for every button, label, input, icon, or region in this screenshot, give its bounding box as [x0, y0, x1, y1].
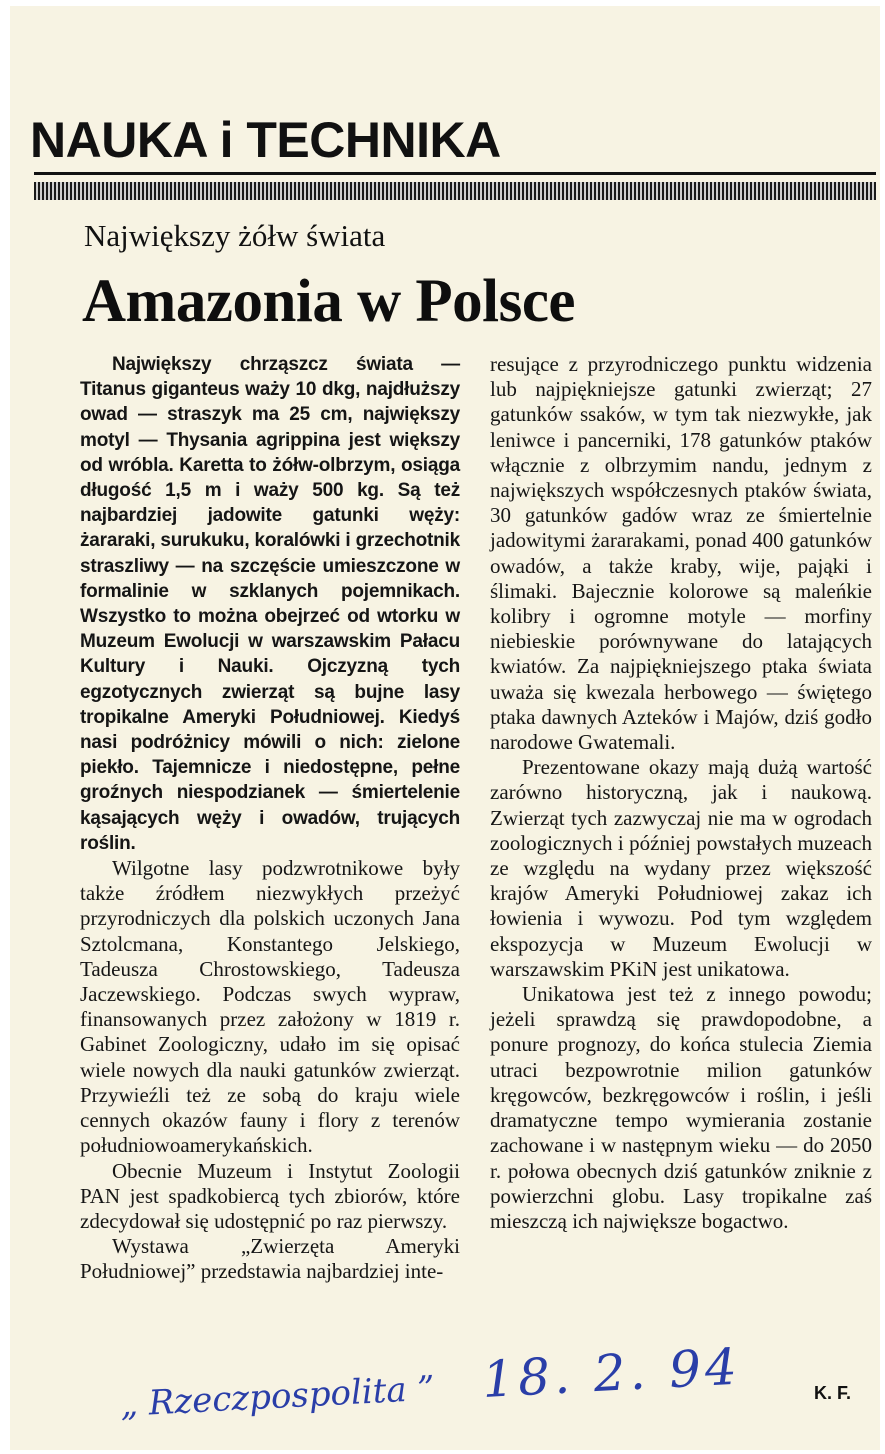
author-signature: K. F. — [813, 1383, 851, 1403]
body-paragraph: Wystawa „Zwierzęta Ameryki Południowej” przedstawia najbardziej inte- — [80, 1234, 460, 1284]
article-kicker: Największy żółw świata — [84, 218, 386, 253]
article-column-right — [490, 352, 872, 1234]
article-headline: Amazonia w Polsce — [82, 268, 575, 335]
handwritten-source: „ Rzeczpospolita ” — [119, 1368, 436, 1425]
header-rule — [34, 172, 876, 175]
article-column-left — [80, 352, 460, 1285]
header-hatched-bar — [34, 182, 876, 200]
handwritten-date: 18. 2. 94 — [480, 1337, 743, 1409]
body-paragraph: Unikatowa jest też z innego powodu; jeżeli sprawdzą się prawdopodobne, a ponure prognozy, do końca stulecia Ziemia utraci bezpowrotnie milion gatunków kręgowców, bezkręgowców i roślin, i jeśli dramatyczne tempo wymierania zostanie zachowane i w następnym wieku — do 2050 r. połowa obecnych dziś gatunków zniknie z powierzchni globu. Lasy tropikalne zaś mieszczą ich największe bogactwo. — [490, 982, 872, 1233]
body-paragraph: resujące z przyrodniczego punktu widzenia lub najpiękniejsze gatunki zwierząt; 27 gatunków ssaków, w tym tak niezwykłe, jak leniwce i pancerniki, 178 gatunków ptaków włącznie z olbrzymim nandu, jednym z największych współczesnych ptaków świata, 30 gatunków gadów wraz ze śmiertelnie jadowitymi żararakami, ponad 400 gatunków owadów, a także kraby, wije, pająki i ślimaki. Bajecznie kolorowe są maleńkie kolibry i ogromne motyle — morfiny niebieskie porównywane do latających kwiatów. Za najpiękniejszego ptaka świata uważa się kwezala herbowego — świętego ptaka dawnych Azteków i Majów, dziś godło narodowe Gwatemali. — [490, 352, 872, 755]
lead-paragraph: Największy chrząszcz świata — Titanus giganteus waży 10 dkg, najdłuższy owad — straszyk ma 25 cm, największy motyl — Thysania agrippina jest większy od wróbla. Karetta to żółw-olbrzym, osiąga długość 1,5 m i waży 500 kg. Są też najbardziej jadowite gatunki węży: żararaki, surukuku, koralówki i grzechotnik straszliwy — na szczęście umieszczone w formalinie w szklanych pojemnikach. Wszystko to można obejrzeć od wtorku w Muzeum Ewolucji w warszawskim Pałacu Kultury i Nauki. Ojczyzną tych egzotycznych zwierząt są bujne lasy tropikalne Ameryki Południowej. Kiedyś nasi podróżnicy mówili o nich: zielone piekło. Tajemnicze i niedostępne, pełne groźnych niespodzianek — śmiertelenie kąsających węży i owadów, trujących roślin. — [80, 354, 460, 854]
body-paragraph: Obecnie Muzeum i Instytut Zoologii PAN jest spadkobiercą tych zbiorów, które zdecydował się udostępnić po raz pierwszy. — [80, 1158, 460, 1233]
body-paragraph: Prezentowane okazy mają dużą wartość zarówno historyczną, jak i naukową. Zwierząt tych zazwyczaj nie ma w ogrodach zoologicznych i później powstałych muzeach ze względu na wydany przez większość krajów Ameryki Południowej zakaz ich łowienia i wywozu. Pod tym względem ekspozycja w Muzeum Ewolucji w warszawskim PKiN jest unikatowa. — [490, 755, 872, 981]
body-paragraph: Wilgotne lasy podzwrotnikowe były także źródłem niezwykłych przeżyć przyrodniczych dla polskich uczonych Jana Sztolcmana, Konstantego Jelskiego, Tadeusza Chrostowskiego, Tadeusza Jaczewskiego. Podczas swych wypraw, finansowanych przez założony w 1819 r. Gabinet Zoologiczny, udało im się opisać wiele nowych dla nauki gatunków zwierząt. Przywieźli też ze sobą do kraju wiele cennych okazów fauny i flory z terenów południowoamerykańskich. — [80, 856, 460, 1158]
section-title: NAUKA i TECHNIKA — [30, 112, 501, 168]
